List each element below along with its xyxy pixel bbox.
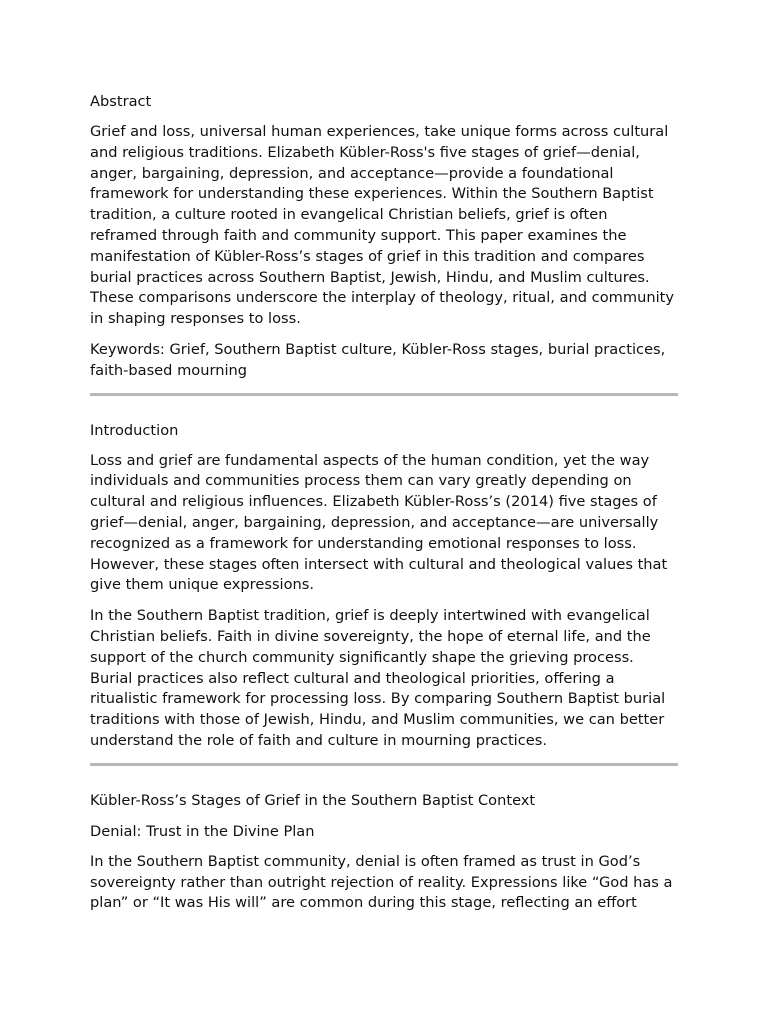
introduction-heading: Introduction — [90, 421, 179, 439]
abstract-heading: Abstract — [90, 93, 152, 110]
stages-heading: Kübler-Ross’s Stages of Grief in the Southern Baptist Context — [90, 791, 536, 809]
abstract-body: Grief and loss, universal human experiences, take unique forms across cultural and religious traditions. Elizabeth Kübler-Ross's five stages of grief—denial, anger, bargaining, depression, and acceptance—provide a foundational framework for understanding these experiences. Within the Southern Baptist tradition, a culture rooted in evangelical Christian beliefs, grief is often reframed through faith and community support. This paper examines the manifestation of Kübler-Ross’s stages of grief in this tradition and compares burial practices across Southern Baptist, Jewish, Hindu, and Muslim cultures. These comparisons underscore the interplay of theology, ritual, and community in shaping responses to loss. — [90, 123, 674, 328]
abstract-keywords: Keywords: Grief, Southern Baptist culture, Kübler-Ross stages, burial practices, faith-based mourning — [90, 340, 666, 379]
section-divider — [90, 393, 678, 396]
denial-body: In the Southern Baptist community, denial is often framed as trust in God’s sovereignty rather than outright rejection of reality. Expressions like “God has a plan” or “It was His will” are common during this stage, reflecting an effort — [90, 852, 673, 912]
introduction-paragraph-2: In the Southern Baptist tradition, grief is deeply intertwined with evangelical Christian beliefs. Faith in divine sovereignty, the hope of eternal life, and the support of the church community significantly shape the grieving process. Burial practices also reflect cultural and theological priorities, offering a ritualistic framework for processing loss. By comparing Southern Baptist burial traditions with those of Jewish, Hindu, and Muslim communities, we can better understand the role of faith and culture in mourning practices. — [90, 607, 666, 749]
introduction-paragraph-1: Loss and grief are fundamental aspects of the human condition, yet the way individuals and communities process them can vary greatly depending on cultural and religious influences. Elizabeth Kübler-Ross’s (2014) five stages of grief—denial, anger, bargaining, depression, and acceptance—are universally recognized as a framework for understanding emotional responses to loss. However, these stages often intersect with cultural and theological values that give them unique expressions. — [90, 451, 668, 594]
denial-heading: Denial: Trust in the Divine Plan — [90, 822, 315, 840]
document-page — [90, 91, 678, 924]
section-divider — [90, 763, 678, 766]
